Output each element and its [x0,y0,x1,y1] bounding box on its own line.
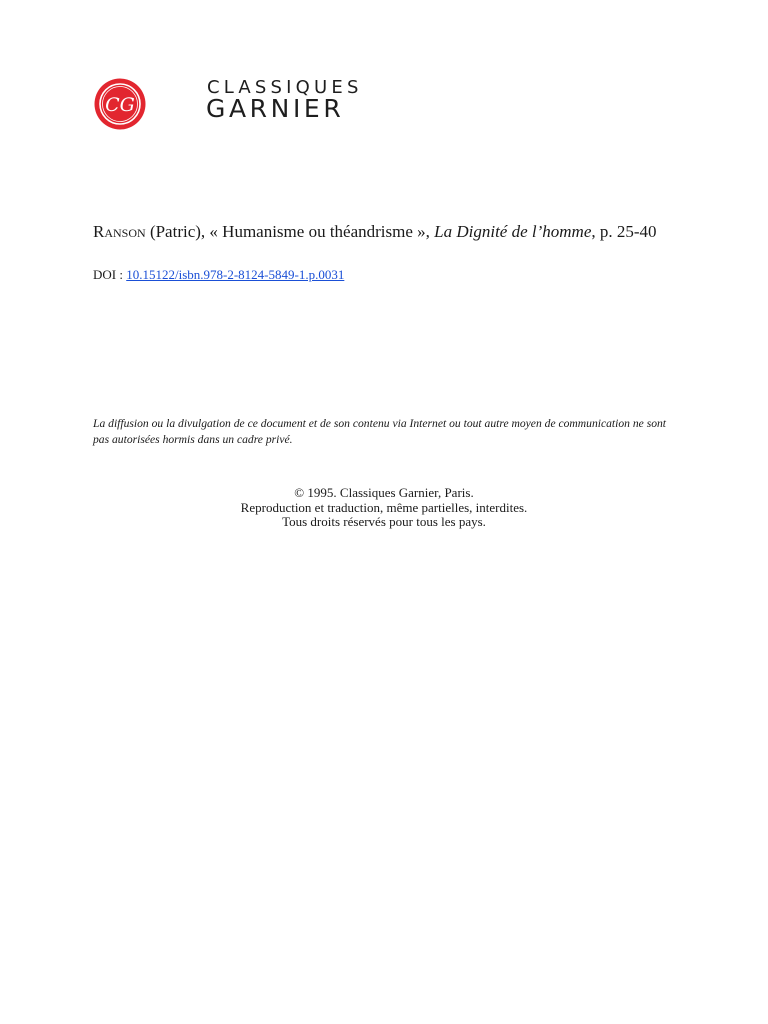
publisher-logo [93,76,393,132]
classiques-garnier-emblem-icon [93,77,147,131]
logo-monogram: CG [105,94,135,116]
copyright-line-3: Tous droits réservés pour tous les pays. [282,514,486,529]
doi-link[interactable]: 10.15122/isbn.978-2-8124-5849-1.p.0031 [126,267,345,282]
distribution-notice: La diffusion ou la divulgation de ce document et de son contenu via Internet ou tout autre moyen de communication ne sont pas autorisées hormis dans un cadre privé. [93,417,667,446]
citation-author: Ranson [93,222,146,241]
citation-author-rest: (Patric), « Humanisme ou théandrisme », [145,222,435,241]
copyright-line-1: © 1995. Classiques Garnier, Paris. [294,485,474,500]
citation-book-title: La Dignité de l’homme [434,222,592,241]
doi-line [93,267,344,283]
doi-label: DOI : [93,267,127,282]
citation-pages: , p. 25-40 [591,222,657,241]
citation-line [93,222,657,242]
copyright-line-2: Reproduction et traduction, même partielles, interdites. [240,499,528,515]
logo-wordmark-line1: CLASSIQUES [207,77,363,98]
logo-wordmark-line2: GARNIER [206,94,345,123]
copyright-block [0,486,768,530]
